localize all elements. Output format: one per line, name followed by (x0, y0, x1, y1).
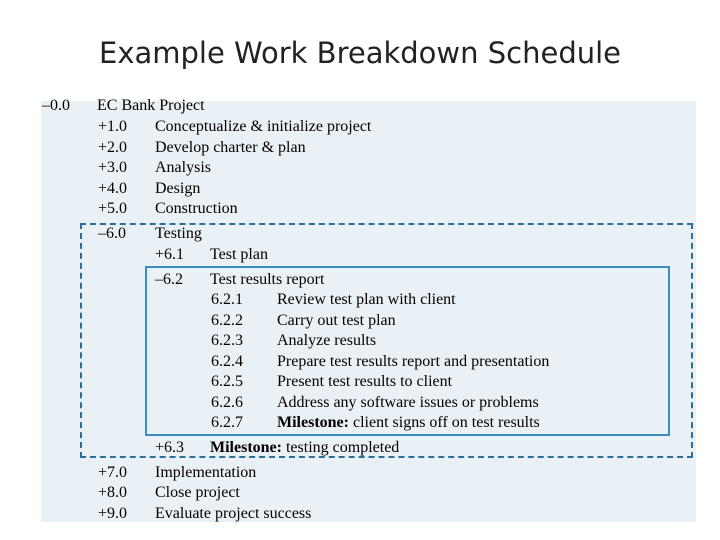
milestone-prefix: Milestone: (210, 439, 282, 456)
wbs-label: testing completed (281, 439, 400, 456)
wbs-label: Address any software issues or problems (277, 394, 539, 411)
wbs-code: +5.0 (98, 200, 128, 217)
wbs-milestone-text (277, 413, 540, 433)
slide-title: Example Work Breakdown Schedule (99, 36, 621, 70)
wbs-code: +9.0 (98, 505, 128, 522)
wbs-label: Analysis (155, 159, 211, 176)
wbs-code: 6.2.1 (211, 291, 243, 308)
wbs-code: 6.2.2 (211, 312, 243, 329)
wbs-label: Conceptualize & initialize project (155, 118, 372, 135)
wbs-code: 6.2.3 (211, 332, 243, 349)
wbs-code: +4.0 (98, 180, 128, 197)
wbs-label: Test plan (210, 246, 268, 263)
wbs-code: 6.2.5 (211, 373, 243, 390)
wbs-label: Construction (155, 200, 238, 217)
wbs-label: Design (155, 180, 201, 197)
wbs-code: +7.0 (98, 464, 128, 481)
wbs-code: +1.0 (98, 118, 128, 135)
wbs-code: +6.3 (155, 439, 185, 456)
wbs-code: +6.1 (155, 246, 185, 263)
wbs-code: –6.0 (98, 225, 126, 242)
wbs-label: client signs off on test results (348, 414, 540, 431)
wbs-label: Testing (155, 225, 202, 242)
wbs-code: 6.2.4 (211, 353, 243, 370)
wbs-label: Test results report (210, 271, 325, 288)
milestone-prefix: Milestone: (277, 414, 349, 431)
wbs-code: –0.0 (42, 97, 70, 114)
wbs-label: Evaluate project success (155, 505, 312, 522)
wbs-label: Carry out test plan (277, 312, 396, 329)
wbs-label: Close project (155, 484, 240, 501)
wbs-label: Present test results to client (277, 373, 453, 390)
wbs-label: Develop charter & plan (155, 139, 306, 156)
wbs-code: +8.0 (98, 484, 128, 501)
wbs-label: Implementation (155, 464, 257, 481)
wbs-code: 6.2.7 (211, 414, 243, 431)
wbs-label: Review test plan with client (277, 291, 456, 308)
wbs-code: –6.2 (155, 271, 183, 288)
wbs-label: EC Bank Project (97, 97, 205, 114)
wbs-label: Analyze results (277, 332, 377, 349)
wbs-code: 6.2.6 (211, 394, 243, 411)
wbs-label: Prepare test results report and presentation (277, 353, 550, 370)
wbs-milestone-text (210, 438, 399, 458)
wbs-code: +2.0 (98, 139, 128, 156)
wbs-code: +3.0 (98, 159, 128, 176)
